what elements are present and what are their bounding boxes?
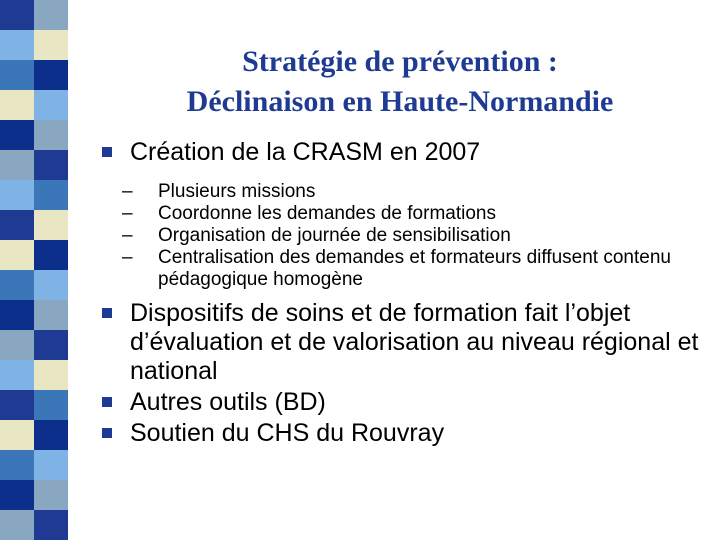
square-bullet-icon bbox=[102, 147, 112, 157]
stripe-row bbox=[0, 390, 68, 420]
stripe-row bbox=[0, 240, 68, 270]
stripe-row bbox=[0, 420, 68, 450]
bullet-text: Autres outils (BD) bbox=[130, 388, 326, 416]
stripe-row bbox=[0, 330, 68, 360]
sub-bullet-text: Centralisation des demandes et formateurs diffusent contenu pédagogique homogène bbox=[158, 247, 671, 290]
sub-bullet-item bbox=[100, 247, 700, 291]
stripe-row bbox=[0, 270, 68, 300]
stripe-row bbox=[0, 480, 68, 510]
bullet-text: Création de la CRASM en 2007 bbox=[130, 138, 481, 166]
square-bullet-icon bbox=[102, 428, 112, 438]
slide-title-line-2: Déclinaison en Haute-Normandie bbox=[186, 85, 614, 118]
stripe-row bbox=[0, 450, 68, 480]
sub-bullet-item bbox=[100, 225, 700, 247]
slide-title bbox=[80, 42, 720, 122]
sub-bullet-item bbox=[100, 203, 700, 225]
dash-marker-icon: – bbox=[122, 225, 133, 246]
bullet-item-soutien bbox=[100, 419, 700, 448]
sub-bullet-text: Plusieurs missions bbox=[158, 181, 316, 202]
stripe-row bbox=[0, 510, 68, 540]
slide-title-line-1: Stratégie de prévention : bbox=[242, 45, 558, 78]
sub-bullet-list bbox=[100, 181, 700, 291]
decorative-stripe-bar bbox=[0, 0, 68, 540]
bullet-text: Soutien du CHS du Rouvray bbox=[130, 419, 445, 447]
square-bullet-icon bbox=[102, 308, 112, 318]
slide-content bbox=[100, 138, 700, 448]
stripe-row bbox=[0, 150, 68, 180]
stripe-row bbox=[0, 180, 68, 210]
stripe-row bbox=[0, 360, 68, 390]
sub-bullet-item bbox=[100, 181, 700, 203]
square-bullet-icon bbox=[102, 397, 112, 407]
dash-marker-icon: – bbox=[122, 181, 133, 202]
stripe-row bbox=[0, 0, 68, 30]
stripe-row bbox=[0, 210, 68, 240]
stripe-row bbox=[0, 120, 68, 150]
dash-marker-icon: – bbox=[122, 247, 133, 268]
stripe-row bbox=[0, 90, 68, 120]
bullet-item-dispositifs bbox=[100, 299, 700, 386]
stripe-row bbox=[0, 30, 68, 60]
bullet-item-autres-outils bbox=[100, 388, 700, 417]
dash-marker-icon: – bbox=[122, 203, 133, 224]
stripe-row bbox=[0, 300, 68, 330]
stripe-row bbox=[0, 60, 68, 90]
bullet-text: Dispositifs de soins et de formation fait l’objet d’évaluation et de valorisation au niveau régional et national bbox=[130, 299, 699, 385]
bullet-item-crasm bbox=[100, 138, 700, 167]
sub-bullet-text: Coordonne les demandes de formations bbox=[158, 203, 496, 224]
sub-bullet-text: Organisation de journée de sensibilisation bbox=[158, 225, 511, 246]
